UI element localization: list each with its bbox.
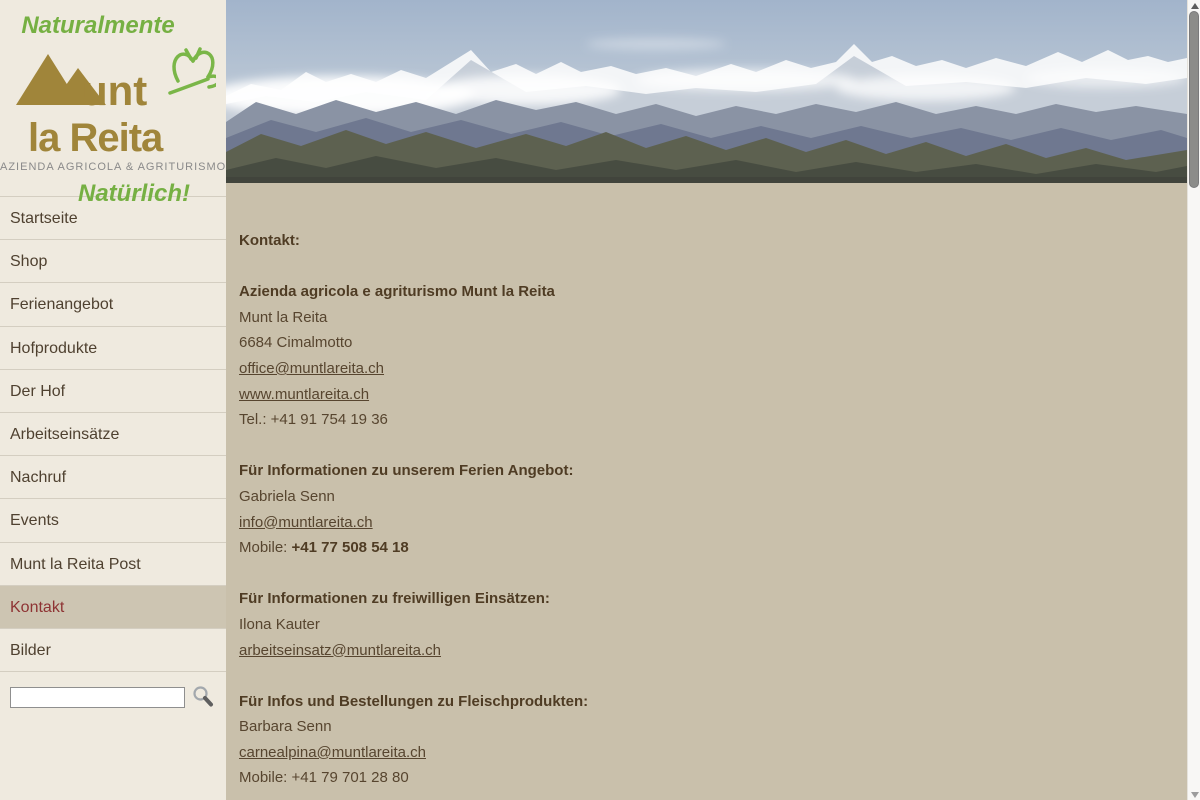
contact-line	[239, 356, 1163, 382]
sidebar-item-ferienangebot[interactable]	[0, 283, 226, 326]
sidebar-item-events[interactable]	[0, 499, 226, 542]
sidebar-item-hofprodukte[interactable]	[0, 327, 226, 370]
phone-number: +41 77 508 54 18	[291, 539, 409, 557]
contact-line	[239, 382, 1163, 408]
sidebar-item-label: Munt la Reita Post	[10, 555, 141, 573]
sidebar-item-shop[interactable]	[0, 240, 226, 283]
contact-line: Gabriela Senn	[239, 487, 335, 505]
sidebar-item-label: Bilder	[10, 641, 51, 659]
contact-section	[239, 279, 1163, 433]
site-logo[interactable]	[0, 0, 227, 207]
contact-line: Munt la Reita	[239, 308, 328, 326]
sidebar-item-bilder[interactable]	[0, 629, 226, 672]
contact-line: 6684 Cimalmotto	[239, 334, 353, 352]
contact-line	[239, 740, 1163, 766]
contact-line: Mobile: +41 79 701 28 80	[239, 769, 409, 787]
sidebar-item-arbeitseinsatze[interactable]	[0, 413, 226, 456]
contact-section	[239, 586, 1163, 663]
scroll-down-arrow[interactable]	[1188, 789, 1200, 800]
sidebar-item-munt-la-reita-post[interactable]	[0, 543, 226, 586]
sidebar	[0, 0, 226, 800]
contact-sections	[226, 183, 1187, 800]
logo-tagline-bottom: Natürlich!	[77, 180, 190, 207]
sidebar-item-kontakt[interactable]	[0, 586, 226, 629]
main-content	[226, 0, 1187, 800]
contact-link[interactable]: arbeitseinsatz@muntlareita.ch	[239, 641, 441, 659]
section-heading: Für Informationen zu unserem Ferien Angebot:	[239, 462, 574, 480]
sidebar-item-label: Shop	[10, 253, 48, 271]
contact-line: Barbara Senn	[239, 718, 332, 736]
sidebar-item-label: Nachruf	[10, 469, 67, 487]
sidebar-item-der-hof[interactable]	[0, 370, 226, 413]
search-icon[interactable]	[191, 685, 215, 709]
search-input[interactable]	[10, 687, 185, 708]
section-heading: Azienda agricola e agriturismo Munt la Reita	[239, 283, 555, 301]
header-image-mountain-panorama	[226, 0, 1187, 183]
butterfly-icon	[170, 49, 216, 93]
contact-line	[239, 638, 1163, 664]
logo-tagline-top: Naturalmente	[21, 12, 175, 39]
sidebar-item-label: Der Hof	[10, 382, 66, 400]
section-lines	[239, 305, 1163, 433]
scrollbar[interactable]	[1187, 0, 1200, 800]
contact-link[interactable]: www.muntlareita.ch	[239, 385, 370, 403]
logo-wordmark	[10, 41, 216, 159]
contact-section	[239, 458, 1163, 560]
section-lines	[239, 484, 1163, 561]
sidebar-item-label: Hofprodukte	[10, 339, 98, 357]
logo-wordmark-line2: la Reita	[28, 116, 163, 159]
contact-link[interactable]: carnealpina@muntlareita.ch	[239, 743, 426, 761]
section-lines	[239, 612, 1163, 663]
section-lines	[239, 714, 1163, 791]
section-heading: Für Infos und Bestellungen zu Fleischprodukten:	[239, 692, 589, 710]
section-heading: Kontakt:	[239, 232, 300, 249]
section-heading: Für Informationen zu freiwilligen Einsätzen:	[239, 590, 550, 608]
contact-line: Ilona Kauter	[239, 615, 320, 633]
search-row	[10, 685, 218, 709]
scroll-up-arrow[interactable]	[1188, 0, 1200, 11]
contact-section	[239, 228, 1163, 254]
logo-wordmark-line1: unt	[82, 67, 148, 114]
scrollbar-thumb[interactable]	[1189, 11, 1199, 188]
contact-line: Tel.: +41 91 754 19 36	[239, 411, 388, 429]
line-prefix: Mobile:	[239, 539, 292, 557]
contact-section	[239, 689, 1163, 791]
sidebar-item-label: Events	[10, 512, 59, 530]
sidebar-item-label: Kontakt	[10, 598, 65, 616]
sidebar-menu	[0, 196, 226, 672]
contact-link[interactable]: office@muntlareita.ch	[239, 359, 385, 377]
logo-subtitle: AZIENDA AGRICOLA & AGRITURISMO	[0, 161, 227, 173]
sidebar-item-label: Ferienangebot	[10, 296, 114, 314]
contact-line	[239, 535, 1163, 561]
sidebar-item-label: Arbeitseinsätze	[10, 425, 120, 443]
sidebar-item-label: Startseite	[10, 210, 78, 227]
sidebar-item-nachruf[interactable]	[0, 456, 226, 499]
contact-link[interactable]: info@muntlareita.ch	[239, 513, 373, 531]
contact-line	[239, 510, 1163, 536]
